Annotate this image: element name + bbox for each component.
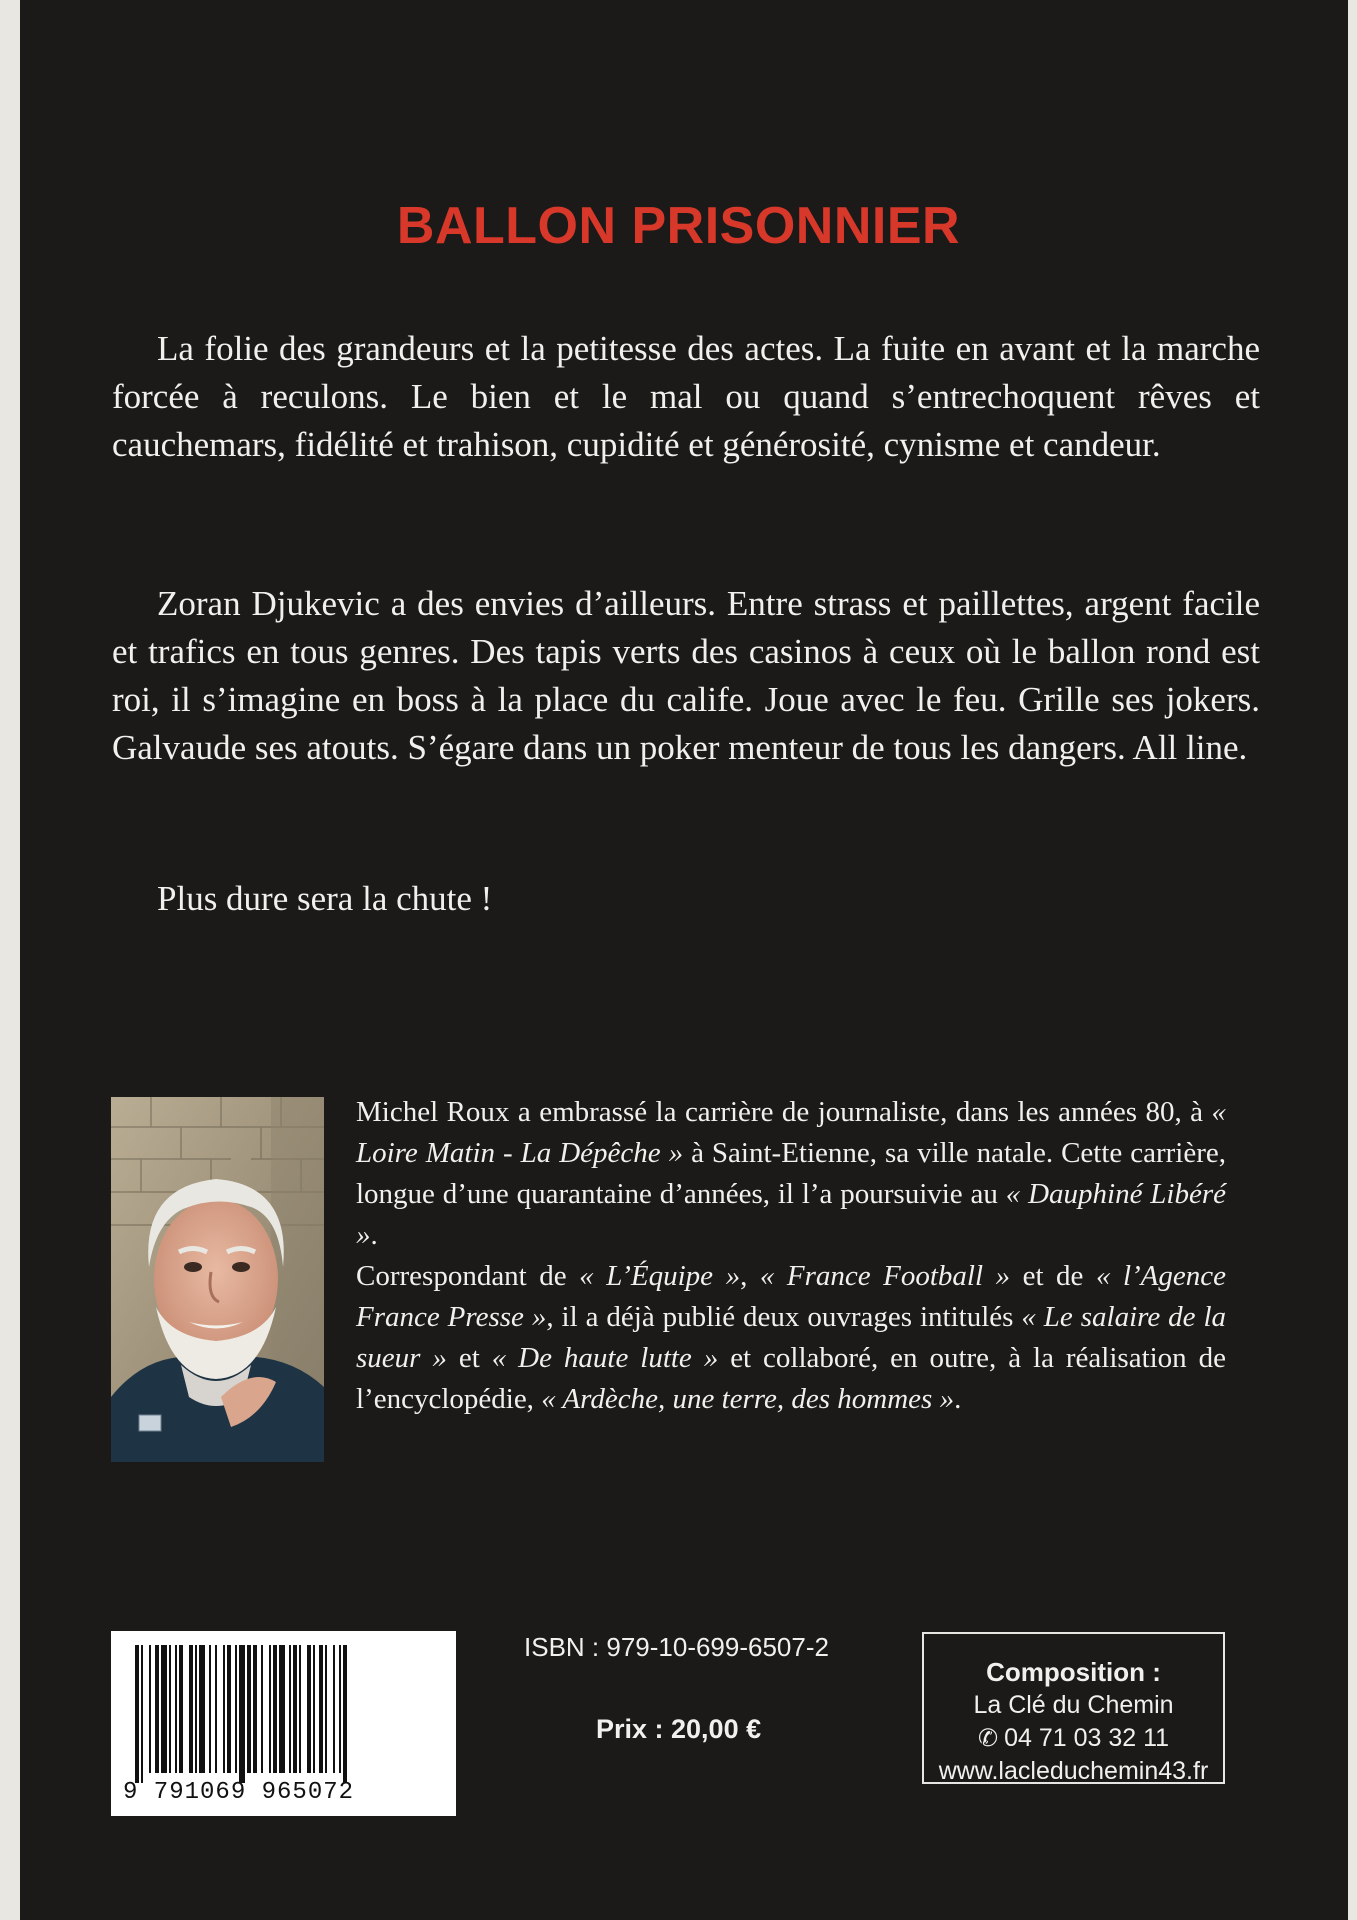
blurb-paragraph-1: La folie des grandeurs et la petitesse des actes. La fuite en avant et la marche forcée à reculons. Le bien et le mal ou quand s’entrechoquent rêves et cauchemars, fidélité et trahison, cupidité et générosité, cynisme et candeur. (112, 329, 1260, 464)
price: Prix : 20,00 € (596, 1714, 762, 1744)
author-bio-paragraph-2 (356, 1256, 1226, 1420)
book-title: BALLON PRISONNIER (396, 197, 961, 255)
bio-text: Michel Roux a embrassé la carrière de journaliste, dans les années 80, à (356, 1096, 1212, 1128)
composition-phone-line (924, 1722, 1223, 1755)
author-photo (111, 1097, 324, 1462)
phone-icon: ✆ (977, 1725, 999, 1752)
bio-text: , il a déjà publié deux ouvrages intitulés (546, 1301, 1022, 1333)
bio-text: Correspondant de (356, 1260, 580, 1292)
blurb-paragraph-3: Plus dure sera la chute ! (157, 879, 493, 918)
bio-text: et collaboré, en outre, à la réalisation de l’encyclopédie, (356, 1342, 1226, 1415)
bio-text: et (446, 1342, 492, 1374)
barcode (111, 1631, 456, 1816)
bio-text: à Saint-Etienne, sa ville natale. Cette carrière, longue d’une quarantaine d’années, il l’a poursuivie au (356, 1137, 1226, 1210)
composition-title: Composition : (986, 1657, 1161, 1687)
author-bio-paragraph-1 (356, 1092, 1226, 1256)
bio-text: et de (1010, 1260, 1096, 1292)
bio-text: , (740, 1260, 760, 1292)
author-bio (356, 1092, 1226, 1420)
bio-publication: « Dauphiné Libéré » (356, 1178, 1226, 1251)
bio-publication: « Loire Matin - La Dépêche » (356, 1096, 1226, 1169)
bio-text: . (370, 1219, 378, 1251)
composition-box (922, 1632, 1225, 1784)
composition-name: La Clé du Chemin (973, 1691, 1174, 1719)
composition-website: www.lacleduchemin43.fr (938, 1757, 1209, 1785)
composition-phone: 04 71 03 32 11 (1004, 1724, 1170, 1752)
bio-publication: « France Football » (759, 1260, 1011, 1292)
blurb-paragraph-2: Zoran Djukevic a des envies d’ailleurs. Entre strass et paillettes, argent facile et trafics en tous genres. Des tapis verts des casinos à ceux où le ballon rond est roi, il s’imagine en boss à la place du calife. Joue avec le feu. Grille ses jokers. Galvaude ses atouts. S’égare dans un poker menteur de tous les dangers. All line. (112, 584, 1260, 767)
bio-book-title: « Le salaire de la sueur » (356, 1301, 1227, 1374)
bio-publication: « l’Agence France Presse » (356, 1260, 1227, 1333)
bio-book-title: « Ardèche, une terre, des hommes » (541, 1383, 955, 1415)
barcode-digits: 9 791069 965072 (123, 1779, 355, 1806)
bio-text: . (954, 1383, 962, 1415)
bio-book-title: « De haute lutte » (491, 1342, 719, 1374)
isbn-number: ISBN : 979-10-699-6507-2 (524, 1632, 829, 1662)
bio-publication: « L’Équipe » (579, 1260, 741, 1292)
